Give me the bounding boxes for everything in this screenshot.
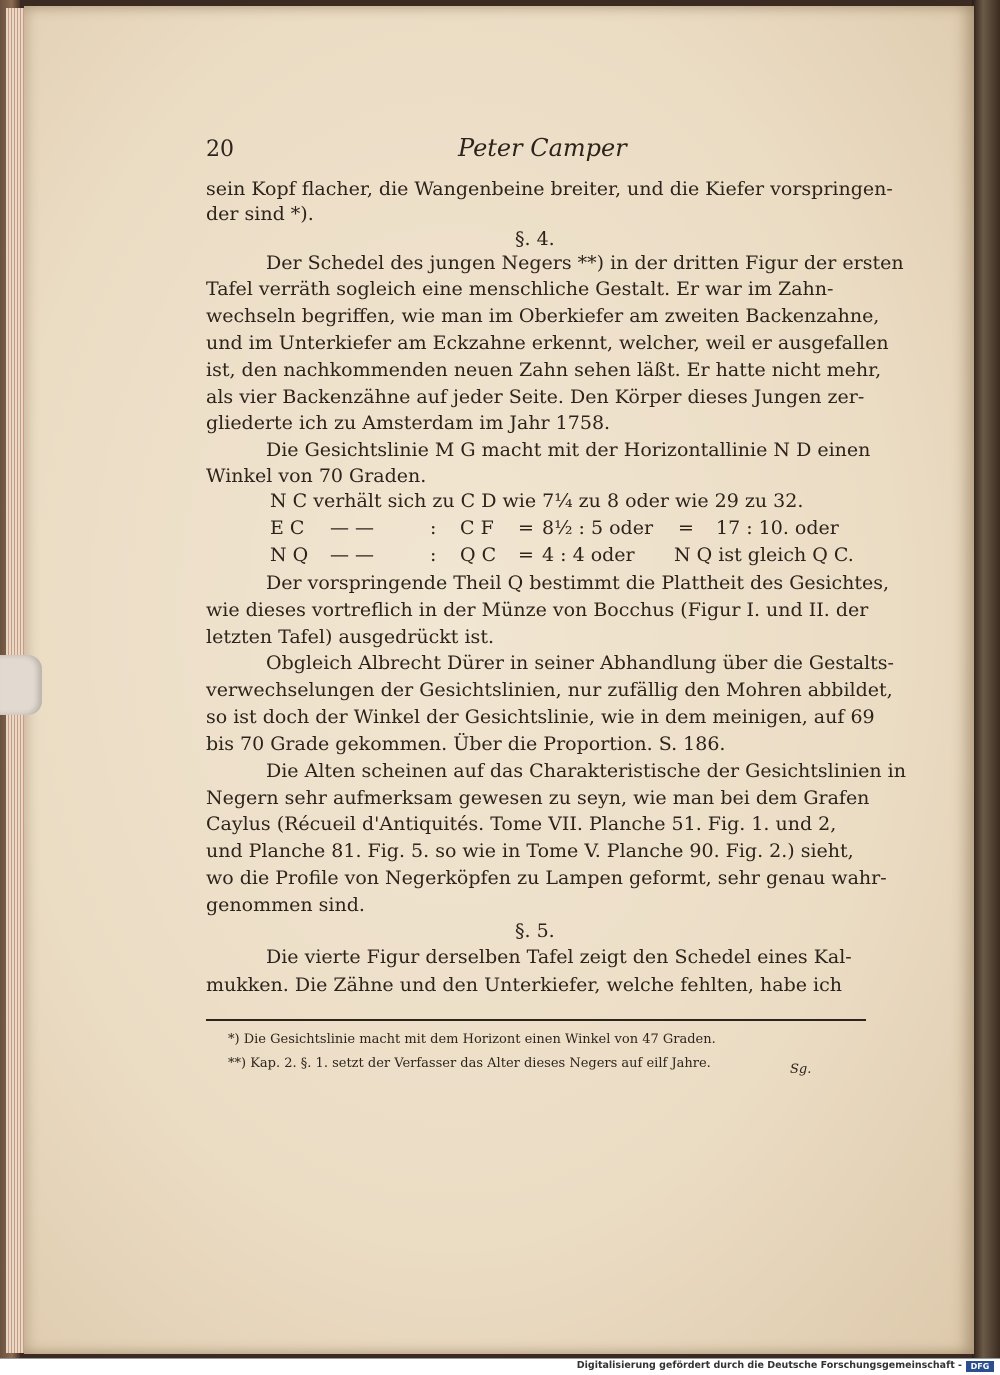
text-line: Die vierte Figur derselben Tafel zeigt den Schedel eines Kal- xyxy=(266,946,852,968)
section-heading-5: §. 5. xyxy=(515,920,555,942)
text-line: genommen sind. xyxy=(206,894,365,916)
footnote: **) Kap. 2. §. 1. setzt der Verfasser das Alter dieses Negers auf eilf Jahre. xyxy=(228,1056,711,1071)
footnote: *) Die Gesichtslinie macht mit dem Horizont einen Winkel von 47 Graden. xyxy=(228,1032,716,1047)
footer-bar xyxy=(0,1358,1000,1375)
text-line: Die Alten scheinen auf das Charakteristische der Gesichtslinien in xyxy=(266,760,906,782)
text-line: verwechselungen der Gesichtslinien, nur zufällig den Mohren abbildet, xyxy=(206,679,893,701)
text-line: letzten Tafel) ausgedrückt ist. xyxy=(206,626,494,648)
dfg-logo-icon: DFG xyxy=(966,1361,994,1372)
running-title: Peter Camper xyxy=(458,134,627,162)
section-heading-4: §. 4. xyxy=(515,228,555,250)
text-line: wo die Profile von Negerköpfen zu Lampen geformt, sehr genau wahr- xyxy=(206,867,887,889)
text-line: sein Kopf flacher, die Wangenbeine breiter, und die Kiefer vorspringen- xyxy=(206,178,893,200)
text-line: Der Schedel des jungen Negers **) in der dritten Figur der ersten xyxy=(266,252,904,274)
text-line: wie dieses vortreflich in der Münze von Bocchus (Figur I. und II. der xyxy=(206,599,869,621)
text-line: und Planche 81. Fig. 5. so wie in Tome V. Planche 90. Fig. 2.) sieht, xyxy=(206,840,854,862)
footer-credit: Digitalisierung gefördert durch die Deutsche Forschungsgemeinschaft - xyxy=(576,1360,962,1371)
text-line: gliederte ich zu Amsterdam im Jahr 1758. xyxy=(206,412,611,434)
text-line: bis 70 Grade gekommen. Über die Proportion. S. 186. xyxy=(206,733,726,755)
text-line: ist, den nachkommenden neuen Zahn sehen läßt. Er hatte nicht mehr, xyxy=(206,359,882,381)
text-line: als vier Backenzähne auf jeder Seite. Den Körper dieses Jungen zer- xyxy=(206,386,865,408)
text-line: Die Gesichtslinie M G macht mit der Horizontallinie N D einen xyxy=(266,439,871,461)
book-cover-right xyxy=(972,0,1000,1360)
text-line: so ist doch der Winkel der Gesichtslinie, wie in dem meinigen, auf 69 xyxy=(206,706,875,728)
text-line: Negern sehr aufmerksam gewesen zu seyn, wie man bei dem Grafen xyxy=(206,787,870,809)
text-line: Winkel von 70 Graden. xyxy=(206,465,427,487)
text-line: mukken. Die Zähne und den Unterkiefer, welche fehlten, habe ich xyxy=(206,974,842,996)
text-line: Der vorspringende Theil Q bestimmt die Plattheit des Gesichtes, xyxy=(266,572,890,594)
page-clip xyxy=(0,655,42,715)
text-line: der sind *). xyxy=(206,203,314,225)
text-line: Tafel verräth sogleich eine menschliche Gestalt. Er war im Zahn- xyxy=(206,278,834,300)
ratio-text: N C verhält sich zu C D wie 7¼ zu 8 oder wie 29 zu 32. xyxy=(270,490,804,512)
text-line: Caylus (Récueil d'Antiquités. Tome VII. Planche 51. Fig. 1. und 2, xyxy=(206,813,837,835)
text-line: wechseln begriffen, wie man im Oberkiefer am zweiten Backenzahne, xyxy=(206,305,880,327)
footnote-rule xyxy=(206,1019,866,1021)
text-line: Obgleich Albrecht Dürer in seiner Abhandlung über die Gestalts- xyxy=(266,652,894,674)
catchword: Sg. xyxy=(790,1062,812,1077)
text-line: und im Unterkiefer am Eckzahne erkennt, welcher, weil er ausgefallen xyxy=(206,332,889,354)
page-number: 20 xyxy=(206,137,234,162)
